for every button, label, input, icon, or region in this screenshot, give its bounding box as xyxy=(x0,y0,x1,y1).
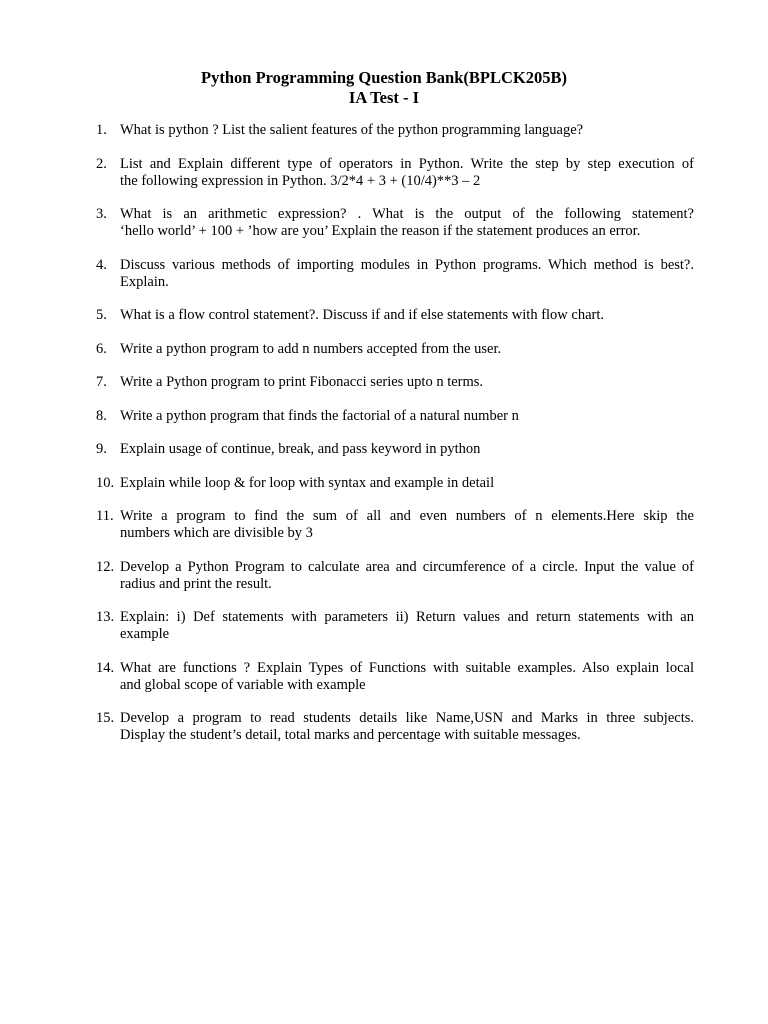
question-text xyxy=(120,156,694,190)
question-text xyxy=(120,257,694,291)
question-text xyxy=(120,508,694,542)
question-text-line: Develop a Python Program to calculate area and circumference of a circle. Input the value of xyxy=(120,558,694,575)
question-text-line: Explain usage of continue, break, and pass keyword in python xyxy=(120,441,481,457)
question-item xyxy=(96,475,694,492)
question-text xyxy=(120,307,694,324)
question-item xyxy=(96,559,694,593)
question-item xyxy=(96,374,694,391)
question-text-line: List and Explain different type of operators in Python. Write the step by step execution of xyxy=(120,155,694,172)
question-text xyxy=(120,341,694,358)
question-text xyxy=(120,408,694,425)
question-item xyxy=(96,508,694,542)
question-text-line: Write a Python program to print Fibonacci series upto n terms. xyxy=(120,374,484,390)
question-item xyxy=(96,660,694,694)
question-list xyxy=(96,122,694,761)
question-text xyxy=(120,441,694,458)
question-item xyxy=(96,156,694,190)
question-text-line: What is an arithmetic expression? . What is the output of the following statement? xyxy=(120,206,694,222)
question-number: 1. xyxy=(96,122,107,138)
question-text xyxy=(120,206,694,240)
question-number: 9. xyxy=(96,441,107,457)
question-text-line: Explain while loop & for loop with syntax and example in detail xyxy=(120,474,495,491)
question-text-line: Explain. xyxy=(120,273,169,290)
question-text-line: the following expression in Python. 3/2*4 + 3 + (10/4)**3 – 2 xyxy=(120,172,481,189)
question-number: 14. xyxy=(96,659,115,676)
question-number: 12. xyxy=(96,558,115,575)
question-text-line: What is python ? List the salient features of the python programming language? xyxy=(120,122,584,138)
question-text-line: Discuss various methods of importing modules in Python programs. Which method is best?. xyxy=(120,256,694,273)
question-text xyxy=(120,660,694,694)
question-number: 13. xyxy=(96,609,115,625)
question-text-line: Explain: i) Def statements with parameters ii) Return values and return statements with an xyxy=(120,609,694,625)
question-text-line: Write a program to find the sum of all and even numbers of n elements.Here skip the xyxy=(120,508,694,524)
question-item xyxy=(96,441,694,458)
question-number: 6. xyxy=(96,340,107,357)
question-text-line: example xyxy=(120,626,170,642)
question-item xyxy=(96,257,694,291)
title-line-course: Python Programming Question Bank(BPLCK205B) xyxy=(201,68,567,87)
question-number: 2. xyxy=(96,155,107,172)
title-line-test: IA Test - I xyxy=(348,88,420,107)
question-text-line: and global scope of variable with example xyxy=(120,676,366,693)
question-item xyxy=(96,122,694,139)
question-number: 8. xyxy=(96,407,107,424)
question-item xyxy=(96,609,694,643)
question-text-line: What is a flow control statement?. Discuss if and if else statements with flow chart. xyxy=(120,307,605,323)
question-number: 10. xyxy=(96,474,115,491)
question-text-line: radius and print the result. xyxy=(120,575,272,592)
question-text-line: What are functions ? Explain Types of Functions with suitable examples. Also explain local xyxy=(120,659,694,676)
question-item xyxy=(96,408,694,425)
question-number: 3. xyxy=(96,206,107,222)
question-text-line: Write a python program to add n numbers accepted from the user. xyxy=(120,340,502,357)
question-text-line: numbers which are divisible by 3 xyxy=(120,525,313,541)
question-text-line: Develop a program to read students details like Name,USN and Marks in three subjects. xyxy=(120,710,694,726)
question-number: 11. xyxy=(96,508,114,524)
question-item xyxy=(96,307,694,324)
question-text xyxy=(120,374,694,391)
question-text xyxy=(120,559,694,593)
document-title xyxy=(0,68,768,108)
question-number: 5. xyxy=(96,307,107,323)
question-text xyxy=(120,710,694,744)
question-text-line: ‘hello world’ + 100 + ’how are you’ Explain the reason if the statement produces an error. xyxy=(120,223,641,239)
question-number: 15. xyxy=(96,710,115,726)
question-item xyxy=(96,341,694,358)
question-item xyxy=(96,710,694,744)
question-number: 4. xyxy=(96,256,107,273)
question-text xyxy=(120,609,694,643)
question-item xyxy=(96,206,694,240)
question-text-line: Write a python program that finds the factorial of a natural number n xyxy=(120,407,519,424)
question-text-line: Display the student’s detail, total marks and percentage with suitable messages. xyxy=(120,727,581,743)
question-number: 7. xyxy=(96,374,107,390)
question-text xyxy=(120,475,694,492)
question-text xyxy=(120,122,694,139)
